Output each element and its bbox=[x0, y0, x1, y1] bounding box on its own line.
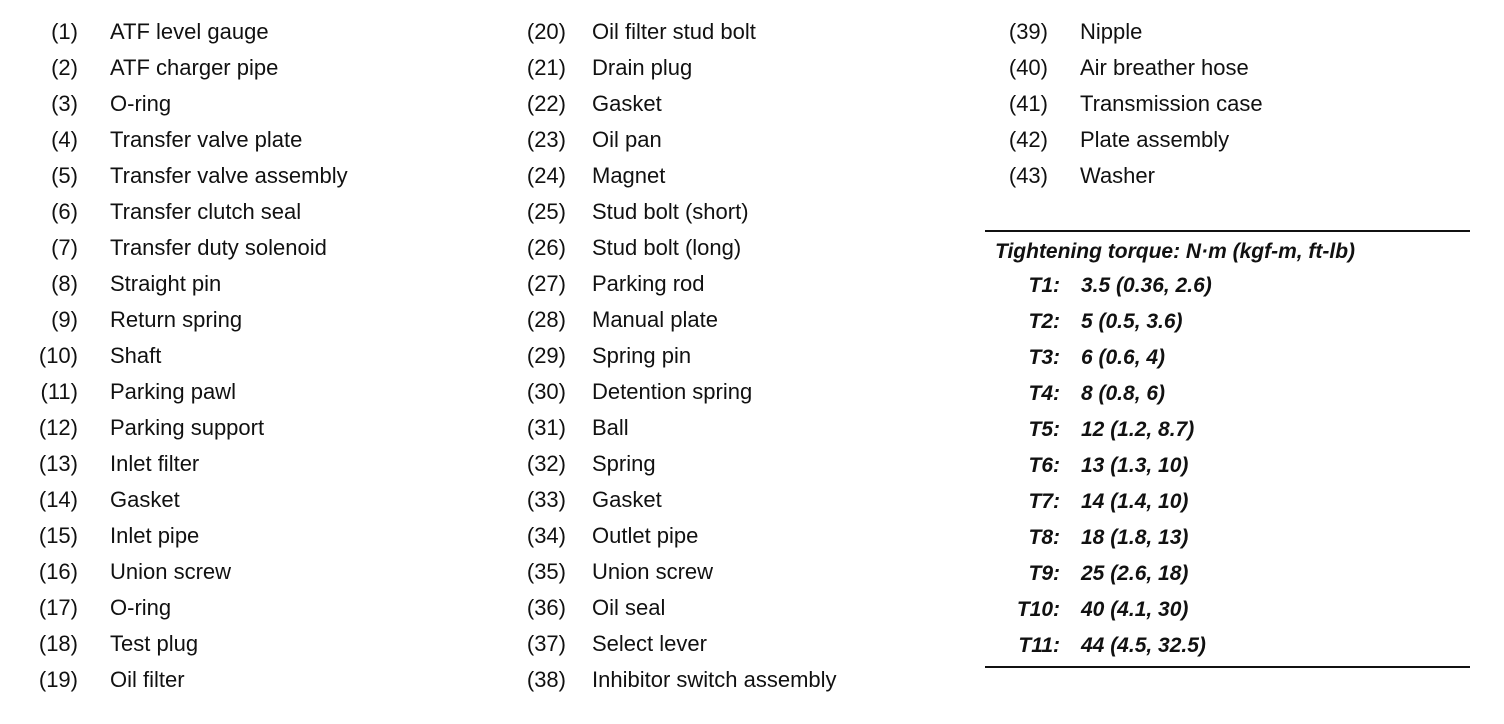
part-name: Inhibitor switch assembly bbox=[592, 667, 837, 692]
part-name: Stud bolt (short) bbox=[592, 199, 749, 224]
part-number: (25) bbox=[526, 199, 566, 224]
part-name: O-ring bbox=[110, 595, 172, 620]
part-name: Parking support bbox=[110, 415, 265, 440]
part-number: (19) bbox=[38, 667, 78, 692]
part-number: (2) bbox=[51, 55, 78, 80]
part-number: (13) bbox=[38, 451, 78, 476]
torque-value: 6 (0.6, 4) bbox=[1081, 346, 1166, 369]
torque-code: T10: bbox=[1016, 598, 1060, 621]
part-name: Parking pawl bbox=[110, 379, 236, 404]
part-name: Magnet bbox=[592, 163, 666, 188]
part-name: Ball bbox=[592, 415, 629, 440]
torque-value: 44 (4.5, 32.5) bbox=[1081, 634, 1206, 657]
part-number: (14) bbox=[38, 487, 78, 512]
part-name: Air breather hose bbox=[1080, 55, 1249, 80]
part-number: (41) bbox=[1008, 91, 1048, 116]
part-name: Union screw bbox=[592, 559, 714, 584]
torque-code: T5: bbox=[1028, 418, 1060, 441]
part-name: Detention spring bbox=[592, 379, 753, 404]
part-number: (43) bbox=[1008, 163, 1048, 188]
torque-code: T1: bbox=[1028, 274, 1060, 297]
part-name: Outlet pipe bbox=[592, 523, 699, 548]
part-number: (36) bbox=[526, 595, 566, 620]
part-name: Oil filter bbox=[110, 667, 185, 692]
part-name: Washer bbox=[1080, 163, 1155, 188]
torque-title: Tightening torque: N·m (kgf-m, ft-lb) bbox=[995, 240, 1356, 263]
part-name: Stud bolt (long) bbox=[592, 235, 742, 260]
part-number: (27) bbox=[526, 271, 566, 296]
torque-table bbox=[985, 230, 1470, 668]
part-name: Union screw bbox=[110, 559, 232, 584]
part-name: Drain plug bbox=[592, 55, 693, 80]
part-number: (29) bbox=[526, 343, 566, 368]
part-name: Plate assembly bbox=[1080, 127, 1230, 152]
part-number: (28) bbox=[526, 307, 566, 332]
torque-code: T11: bbox=[1018, 634, 1060, 657]
torque-value: 3.5 (0.36, 2.6) bbox=[1081, 274, 1212, 297]
part-name: Manual plate bbox=[592, 307, 718, 332]
torque-code: T9: bbox=[1028, 562, 1060, 585]
part-name: Parking rod bbox=[592, 271, 705, 296]
part-number: (4) bbox=[51, 127, 78, 152]
part-name: ATF level gauge bbox=[110, 19, 269, 44]
part-number: (26) bbox=[526, 235, 566, 260]
part-number: (6) bbox=[51, 199, 78, 224]
part-number: (38) bbox=[526, 667, 566, 692]
torque-value: 18 (1.8, 13) bbox=[1081, 526, 1189, 549]
part-name: Shaft bbox=[110, 343, 162, 368]
torque-value: 13 (1.3, 10) bbox=[1081, 454, 1189, 477]
part-number: (33) bbox=[526, 487, 566, 512]
part-number: (8) bbox=[51, 271, 78, 296]
part-number: (17) bbox=[38, 595, 78, 620]
part-number: (21) bbox=[526, 55, 566, 80]
part-name: Gasket bbox=[592, 487, 662, 512]
part-number: (5) bbox=[51, 163, 78, 188]
part-number: (34) bbox=[526, 523, 566, 548]
part-name: O-ring bbox=[110, 91, 172, 116]
torque-code: T3: bbox=[1028, 346, 1060, 369]
part-number: (23) bbox=[526, 127, 566, 152]
part-number: (31) bbox=[526, 415, 566, 440]
part-name: ATF charger pipe bbox=[110, 55, 279, 80]
part-number: (24) bbox=[526, 163, 566, 188]
part-name: Test plug bbox=[110, 631, 199, 656]
part-number: (37) bbox=[526, 631, 566, 656]
part-number: (15) bbox=[38, 523, 78, 548]
part-number: (40) bbox=[1008, 55, 1048, 80]
part-name: Oil seal bbox=[592, 595, 666, 620]
part-name: Transfer valve assembly bbox=[110, 163, 348, 188]
torque-code: T6: bbox=[1028, 454, 1060, 477]
torque-code: T4: bbox=[1028, 382, 1060, 405]
part-name: Nipple bbox=[1080, 19, 1143, 44]
torque-code: T8: bbox=[1028, 526, 1060, 549]
part-name: Gasket bbox=[592, 91, 662, 116]
part-number: (30) bbox=[526, 379, 566, 404]
torque-value: 12 (1.2, 8.7) bbox=[1081, 418, 1195, 441]
part-number: (9) bbox=[51, 307, 78, 332]
part-number: (1) bbox=[51, 19, 78, 44]
part-name: Spring bbox=[592, 451, 656, 476]
part-number: (7) bbox=[51, 235, 78, 260]
torque-code: T2: bbox=[1028, 310, 1060, 333]
part-number: (18) bbox=[38, 631, 78, 656]
part-number: (42) bbox=[1008, 127, 1048, 152]
part-name: Inlet filter bbox=[110, 451, 200, 476]
part-number: (3) bbox=[51, 91, 78, 116]
part-name: Transfer clutch seal bbox=[110, 199, 302, 224]
part-name: Transmission case bbox=[1080, 91, 1263, 116]
part-number: (16) bbox=[38, 559, 78, 584]
torque-value: 5 (0.5, 3.6) bbox=[1081, 310, 1183, 333]
part-name: Straight pin bbox=[110, 271, 222, 296]
part-number: (35) bbox=[526, 559, 566, 584]
part-number: (20) bbox=[526, 19, 566, 44]
part-name: Oil filter stud bolt bbox=[592, 19, 756, 44]
part-number: (32) bbox=[526, 451, 566, 476]
part-number: (12) bbox=[38, 415, 78, 440]
part-name: Gasket bbox=[110, 487, 180, 512]
part-name: Spring pin bbox=[592, 343, 692, 368]
torque-value: 40 (4.1, 30) bbox=[1081, 598, 1189, 621]
part-name: Oil pan bbox=[592, 127, 662, 152]
torque-value: 25 (2.6, 18) bbox=[1081, 562, 1189, 585]
part-number: (10) bbox=[38, 343, 78, 368]
torque-value: 8 (0.8, 6) bbox=[1081, 382, 1166, 405]
part-number: (39) bbox=[1008, 19, 1048, 44]
part-name: Inlet pipe bbox=[110, 523, 200, 548]
torque-value: 14 (1.4, 10) bbox=[1081, 490, 1189, 513]
part-number: (11) bbox=[40, 379, 78, 404]
part-name: Transfer duty solenoid bbox=[110, 235, 327, 260]
part-name: Select lever bbox=[592, 631, 707, 656]
part-name: Transfer valve plate bbox=[110, 127, 303, 152]
part-name: Return spring bbox=[110, 307, 243, 332]
torque-code: T7: bbox=[1028, 490, 1060, 513]
part-number: (22) bbox=[526, 91, 566, 116]
